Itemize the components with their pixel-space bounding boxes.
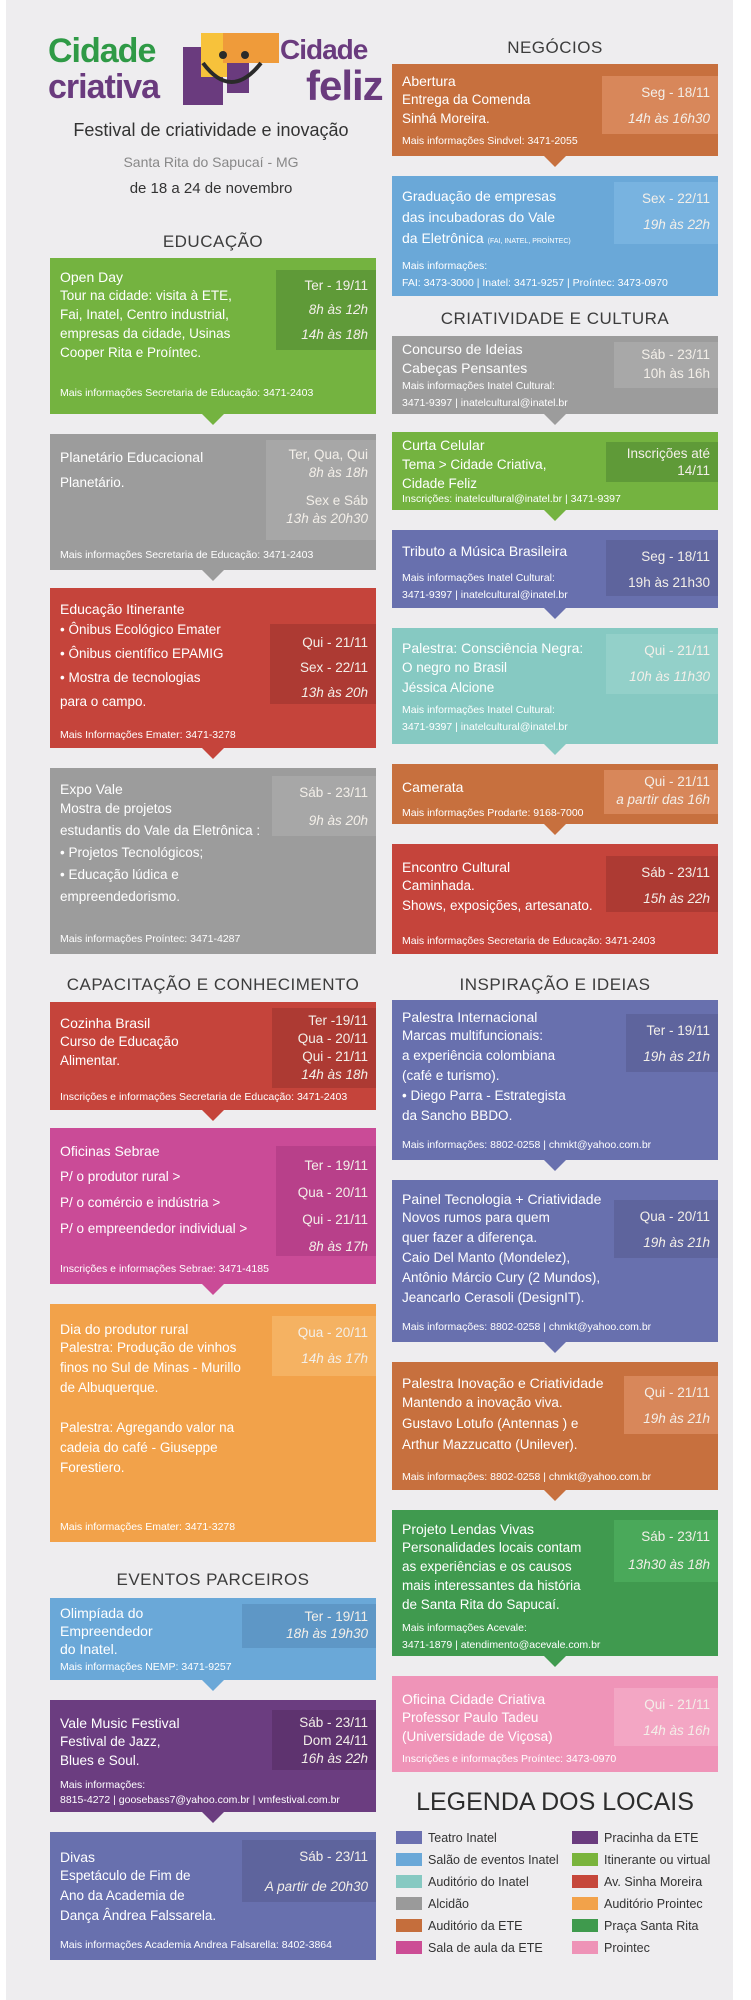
card-line: cadeia do café - Giuseppe (60, 1440, 218, 1455)
time-text: 8h às 18h (308, 465, 368, 480)
card-lendas (392, 1510, 718, 1656)
info-line: Mais informações: (60, 1779, 146, 1791)
legend-label: Teatro Inatel (428, 1831, 497, 1845)
legend-label: Prointec (604, 1941, 650, 1955)
card-title: Encontro Cultural (402, 859, 511, 875)
card-line: Blues e Soul. (60, 1753, 140, 1768)
date-text: Qui - 21/11 (302, 1212, 368, 1227)
legend-swatch (572, 1897, 598, 1910)
card-line: Caio Del Manto (Mondelez), (402, 1250, 571, 1265)
date-text: Sex e Sáb (305, 493, 368, 508)
card-line: Entrega da Comenda (402, 92, 531, 107)
date-text: Inscrições até (626, 446, 710, 461)
date-text: Qui - 21/11 (644, 1697, 710, 1712)
card-concurso (392, 336, 718, 414)
card-line: O negro no Brasil (402, 660, 508, 675)
card-graduacao (392, 176, 718, 296)
time-text: 10h às 11h30 (629, 669, 710, 684)
date-box (606, 634, 718, 694)
card-line: • Ônibus científico EPAMIG (60, 646, 224, 661)
card-title: Abertura (402, 73, 456, 89)
legend-label: Auditório da ETE (428, 1919, 523, 1933)
card-title-line (402, 228, 571, 252)
time-text: 16h às 22h (301, 1751, 368, 1766)
card-line: quer fazer a diferença. (402, 1230, 538, 1245)
card-small: (FAI, INATEL, PROÍNTEC) (487, 238, 571, 245)
card-cozinha (50, 1002, 376, 1110)
card-vale-music (50, 1700, 376, 1812)
time-text: 14h às 17h (301, 1351, 368, 1366)
card-line: (café e turismo). (402, 1068, 500, 1083)
card-info: Mais informações Sindvel: 3471-2055 (402, 135, 578, 147)
card-tributo (392, 530, 718, 608)
time-text: 19h às 21h (643, 1411, 710, 1426)
legend-swatch (396, 1941, 422, 1954)
card-camerata (392, 764, 718, 824)
card-info: Mais informações: 8802-0258 | chmkt@yahoo.com.br (402, 1321, 652, 1333)
legend-label: Itinerante ou virtual (604, 1853, 711, 1867)
legend-item (572, 1918, 699, 1934)
card-line: (Universidade de Viçosa) (402, 1729, 553, 1744)
legend-label: Praça Santa Rita (604, 1919, 699, 1933)
card-title-line: Cabeças Pensantes (402, 360, 528, 376)
date-text: Ter - 19/11 (304, 1158, 368, 1173)
card-info (402, 258, 668, 292)
poster (6, 0, 733, 2000)
info-line: Mais informações Inatel Cultural: (402, 572, 555, 584)
card-title-rest: Consciência Negra: (461, 640, 584, 656)
section-criatividade: CRIATIVIDADE E CULTURA (440, 309, 670, 328)
card-title-line: Graduação de empresas (402, 188, 557, 204)
card-line: da Sancho BBDO. (402, 1108, 513, 1123)
card-line: de Albuquerque. (60, 1380, 159, 1395)
legend-label: Av. Sinha Moreira (604, 1875, 703, 1889)
card-info: Mais informações: 8802-0258 | chmkt@yahoo.com.br (402, 1139, 652, 1151)
card-consciencia-negra (392, 628, 718, 744)
sebrae-link-rural[interactable]: P/ o produtor rural > (60, 1169, 181, 1184)
card-line: Cidade Feliz (402, 476, 478, 491)
date-box (272, 1316, 376, 1376)
info-line: 3471-9397 | inatelcultural@inatel.br (402, 721, 568, 733)
date-text: Sáb - 23/11 (641, 1529, 710, 1544)
card-line: Mostra de projetos (60, 801, 172, 816)
time-text: 14h às 18h (301, 327, 368, 342)
card-title-line: Concurso de Ideias (402, 341, 523, 357)
card-itinerante (50, 588, 376, 748)
card-line: • Diego Parra - Estrategista (402, 1088, 566, 1103)
card-line: Marcas multifuncionais: (402, 1028, 544, 1043)
section-negocios: NEGÓCIOS (507, 38, 603, 57)
card-line: as experiências e os causos (402, 1559, 572, 1574)
legend-swatch (396, 1853, 422, 1866)
date-box (614, 1200, 718, 1258)
card-title-line: do Inatel. (60, 1641, 118, 1657)
time-text: 8h às 12h (308, 302, 368, 317)
sebrae-link-individual[interactable]: P/ o empreendedor individual > (60, 1221, 248, 1236)
card-line: Gustavo Lotufo (Antennas ) e (402, 1416, 579, 1431)
card-line: estudantis do Vale da Eletrônica : (60, 823, 261, 838)
time-text: 14h às 18h (301, 1067, 368, 1082)
card-line: Arthur Mazzucatto (Unilever). (402, 1437, 578, 1452)
date-box (270, 624, 376, 704)
date-box (614, 1688, 718, 1746)
card-info: Mais informações Secretaria de Educação: 3471-2403 (60, 549, 314, 561)
legend-item (572, 1940, 650, 1956)
legend-label: Pracinha da ETE (604, 1831, 699, 1845)
card-title: Oficina Cidade Criativa (402, 1691, 546, 1707)
info-line: 8815-4272 | goosebass7@yahoo.com.br | vmfestival.com.br (60, 1794, 340, 1806)
card-line: Dança Ândrea Falssarela. (60, 1908, 217, 1923)
card-info (402, 378, 568, 412)
section-educacao: EDUCAÇÃO (162, 232, 264, 251)
card-title: Cozinha Brasil (60, 1015, 151, 1031)
date-text: 14/11 (677, 463, 710, 478)
section-inspiracao: INSPIRAÇÃO E IDEIAS (459, 975, 651, 994)
card-line: Palestra: Agregando valor na (60, 1420, 235, 1435)
legend-label: Auditório do Inatel (428, 1875, 529, 1889)
date-text: Qua - 20/11 (297, 1031, 368, 1046)
time-text: 10h às 16h (643, 366, 710, 381)
info-line: FAI: 3473-3000 | Inatel: 3471-9257 | Proíntec: 3473-0970 (402, 277, 668, 289)
card-line: Jéssica Alcione (402, 680, 495, 695)
legend-item (396, 1896, 469, 1912)
card-line: de Santa Rita do Sapucaí. (402, 1597, 560, 1612)
card-info: Mais informações Emater: 3471-3278 (60, 1521, 236, 1533)
card-info (402, 1620, 600, 1654)
section-capacitacao: CAPACITAÇÃO E CONHECIMENTO (66, 975, 360, 994)
date-text: Qua - 20/11 (297, 1325, 368, 1340)
legend-swatch (572, 1919, 598, 1932)
card-line: Caminhada. (402, 878, 475, 893)
info-line: 3471-9397 | inatelcultural@inatel.br (402, 589, 568, 601)
card-inovacao (392, 1362, 718, 1490)
card-title-text: Palestra: (402, 640, 458, 656)
legend-item (396, 1918, 523, 1934)
date-box (272, 1710, 376, 1770)
location: Santa Rita do Sapucaí - MG (123, 154, 299, 170)
card-info: Inscrições e informações Proíntec: 3473-0970 (402, 1753, 617, 1765)
card-line: Festival de Jazz, (60, 1734, 161, 1749)
card-title: Open Day (60, 269, 124, 285)
time-text: 14h às 16h30 (628, 111, 710, 126)
info-line: 3471-9397 | inatelcultural@inatel.br (402, 397, 568, 409)
card-info: Mais informações Prodarte: 9168-7000 (402, 807, 584, 819)
logo-right-top: Cidade (280, 34, 368, 65)
info-line: Mais informações Inatel Cultural: (402, 380, 555, 392)
legend-item (396, 1874, 529, 1890)
time-text: 13h30 às 18h (628, 1557, 710, 1572)
time-text: 14h às 16h (643, 1723, 710, 1738)
card-olimpiada (50, 1598, 376, 1680)
date-text: Sáb - 23/11 (299, 1715, 368, 1730)
date-text: Qui - 21/11 (302, 635, 368, 650)
info-line: 3471-1879 | atendimento@acevale.com.br (402, 1639, 601, 1651)
time-text: 19h às 21h30 (628, 575, 710, 590)
card-title: Oficinas Sebrae (60, 1143, 160, 1159)
date-box (624, 1376, 718, 1434)
card-oficina (392, 1676, 718, 1772)
date-text: Sex - 22/11 (641, 191, 710, 206)
card-info: Mais informações NEMP: 3471-9257 (60, 1661, 232, 1673)
card-title: Divas (60, 1849, 96, 1865)
card-line: Antônio Márcio Cury (2 Mundos), (402, 1270, 601, 1285)
card-title: Planetário Educacional (60, 449, 204, 465)
card-expo-vale (50, 768, 376, 954)
date-box (272, 1008, 376, 1088)
card-produtor (50, 1304, 376, 1542)
date-text: Ter, Qua, Qui (288, 447, 368, 462)
date-box (272, 776, 376, 836)
card-line: • Educação lúdica e (60, 867, 179, 882)
legend-swatch (572, 1941, 598, 1954)
card-info: Mais informações Academia Andrea Falsarella: 8402-3864 (60, 1939, 332, 1951)
date-text: Qua - 20/11 (639, 1209, 710, 1224)
legend-label: Sala de aula da ETE (428, 1941, 543, 1955)
card-title (402, 638, 583, 658)
card-line: Planetário. (60, 475, 125, 490)
card-line: • Ônibus Ecológico Emater (60, 622, 221, 637)
card-title: Tributo a Música Brasileira (402, 543, 568, 559)
time-text: A partir de 20h30 (264, 1879, 368, 1894)
card-line: para o campo. (60, 694, 147, 709)
card-title: Curta Celular (402, 437, 485, 453)
info-line: Mais informações Inatel Cultural: (402, 704, 555, 716)
card-line: finos no Sul de Minas - Murillo (60, 1360, 241, 1375)
date-box (606, 856, 718, 912)
card-info: Inscrições e informações Secretaria de Educação: 3471-2403 (60, 1091, 348, 1103)
card-title: Palestra Inovação e Criatividade (402, 1375, 604, 1391)
section-eventos: EVENTOS PARCEIROS (116, 1570, 310, 1589)
card-info (60, 1778, 340, 1808)
card-info (402, 702, 568, 736)
card-line: mais interessantes da história (402, 1578, 581, 1593)
card-painel (392, 1180, 718, 1342)
time-text: 18h às 19h30 (286, 1626, 368, 1641)
card-line: Forestiero. (60, 1460, 125, 1475)
card-line: Jeancarlo Cerasoli (DesignIT). (402, 1290, 585, 1305)
card-line: Curso de Educação (60, 1034, 179, 1049)
logo (48, 30, 383, 110)
legend-swatch (572, 1875, 598, 1888)
card-info: Mais informações Proíntec: 3471-4287 (60, 933, 241, 945)
date-box (614, 182, 718, 244)
time-text: a partir das 16h (616, 792, 710, 807)
card-line: Espetáculo de Fim de (60, 1868, 191, 1883)
date-text: Qui - 21/11 (302, 1049, 368, 1064)
date-text: Seg - 18/11 (641, 85, 710, 100)
card-title-line: das incubadoras do Vale (402, 209, 556, 225)
legend-item (396, 1830, 497, 1846)
card-line: • Projetos Tecnológicos; (60, 845, 204, 860)
festival-title: Festival de criatividade e inovação (73, 120, 349, 140)
date-text: Qui - 21/11 (644, 643, 710, 658)
card-line: Cooper Rita e Proíntec. (60, 345, 202, 360)
info-line: Mais informações Acevale: (402, 1622, 527, 1634)
legend-item (572, 1896, 703, 1912)
card-info: Inscrições e informações Sebrae: 3471-4185 (60, 1263, 269, 1275)
card-line: • Mostra de tecnologias (60, 670, 201, 685)
date-text: Sáb - 23/11 (299, 1849, 368, 1864)
date-text: Sáb - 23/11 (641, 347, 710, 362)
card-info: Mais informações: 8802-0258 | chmkt@yahoo.com.br (402, 1471, 652, 1483)
card-line: Personalidades locais contam (402, 1540, 582, 1555)
date-box (276, 270, 376, 350)
time-text: 13h às 20h30 (286, 511, 368, 526)
card-info: Mais informações Secretaria de Educação: 3471-2403 (60, 387, 314, 399)
time-text: 13h às 20h (301, 685, 368, 700)
date-text: Ter - 19/11 (646, 1023, 710, 1038)
legend-item (572, 1830, 699, 1846)
date-box (242, 1840, 376, 1902)
legend-swatch (396, 1875, 422, 1888)
card-line: Shows, exposições, artesanato. (402, 898, 593, 913)
time-text: 19h às 21h (643, 1235, 710, 1250)
time-text: 15h às 22h (643, 891, 710, 906)
card-line: Fai, Inatel, Centro industrial, (60, 307, 229, 322)
card-title: Painel Tecnologia + Criatividade (402, 1191, 602, 1207)
card-line: Tema > Cidade Criativa, (402, 457, 547, 472)
card-sebrae (50, 1128, 376, 1284)
date-box (614, 342, 718, 388)
card-info (402, 570, 568, 604)
card-title: Educação Itinerante (60, 601, 185, 617)
card-line: Professor Paulo Tadeu (402, 1710, 539, 1725)
smiley-icon (183, 33, 279, 105)
card-internacional (392, 1000, 718, 1160)
date-text: Ter -19/11 (308, 1013, 368, 1028)
card-line: a experiência colombiana (402, 1048, 556, 1063)
card-line: empresas da cidade, Usinas (60, 326, 231, 341)
card-title: Vale Music Festival (60, 1715, 180, 1731)
date-text: Sáb - 23/11 (641, 865, 710, 880)
card-title-line: Empreendedor (60, 1623, 153, 1639)
card-title-text: da Eletrônica (402, 230, 484, 246)
legend-swatch (572, 1853, 598, 1866)
date-text: Seg - 18/11 (641, 549, 710, 564)
time-text: 9h às 20h (308, 813, 368, 828)
card-title-line: Olimpíada do (60, 1605, 144, 1621)
date-box (242, 1604, 376, 1648)
card-line: Sinhá Moreira. (402, 111, 490, 126)
legend-swatch (396, 1831, 422, 1844)
date-text: Qua - 20/11 (297, 1185, 368, 1200)
date-box (602, 76, 718, 134)
card-line: Palestra: Produção de vinhos (60, 1340, 237, 1355)
card-curta (392, 432, 718, 510)
date-text: Qui - 21/11 (644, 774, 710, 789)
card-divas (50, 1832, 376, 1960)
card-line: Tour na cidade: visita à ETE, (60, 288, 232, 303)
date-box (266, 440, 376, 540)
date-box (606, 442, 718, 482)
date-text: Sex - 22/11 (299, 660, 368, 675)
card-encontro (392, 844, 718, 954)
time-text: 8h às 17h (308, 1239, 368, 1254)
date-text: Ter - 19/11 (304, 278, 368, 293)
card-title: Expo Vale (60, 781, 123, 797)
card-title: Projeto Lendas Vivas (402, 1521, 535, 1537)
card-abertura (392, 64, 718, 156)
card-planetario (50, 434, 376, 570)
date-box (604, 770, 718, 814)
legend-label: Salão de eventos Inatel (428, 1853, 559, 1867)
date-text: Ter - 19/11 (304, 1609, 368, 1624)
legend-item (572, 1874, 702, 1890)
legend-label: Alcidão (428, 1897, 469, 1911)
sebrae-link-comercio[interactable]: P/ o comércio e indústria > (60, 1195, 221, 1210)
card-line: empreendedorismo. (60, 889, 181, 904)
date-box (606, 540, 718, 596)
legend-swatch (396, 1897, 422, 1910)
legend-swatch (572, 1831, 598, 1844)
card-info: Mais informações Secretaria de Educação: 3471-2403 (402, 935, 656, 947)
logo-right-bottom: feliz (306, 62, 383, 109)
card-title: Palestra Internacional (402, 1009, 538, 1025)
card-line: Alimentar. (60, 1053, 121, 1068)
logo-left-bottom: criativa (48, 68, 160, 106)
date-box (614, 1520, 718, 1582)
time-text: 19h às 22h (643, 217, 710, 232)
date-text: Sáb - 23/11 (299, 785, 368, 800)
legend-item (396, 1940, 543, 1956)
legend-item (572, 1852, 710, 1868)
date-box (626, 1014, 718, 1072)
festival-dates: de 18 a 24 de novembro (129, 180, 293, 197)
card-title: Dia do produtor rural (60, 1321, 189, 1337)
legend-item (396, 1852, 559, 1868)
card-line: Mantendo a inovação viva. (402, 1395, 563, 1410)
legend (396, 1830, 718, 1970)
card-title: Camerata (402, 779, 464, 795)
legend-swatch (396, 1919, 422, 1932)
info-line: Mais informações: (402, 260, 488, 272)
time-text: 19h às 21h (643, 1049, 710, 1064)
card-line: Novos rumos para quem (402, 1210, 550, 1225)
date-box (276, 1146, 376, 1256)
logo-left-top: Cidade (48, 32, 156, 70)
date-text: Qui - 21/11 (644, 1385, 710, 1400)
card-open-day (50, 258, 376, 414)
date-text: Dom 24/11 (302, 1733, 368, 1748)
card-line: Ano da Academia de (60, 1888, 185, 1903)
card-info: Mais Informações Emater: 3471-3278 (60, 729, 236, 741)
card-info: Inscrições: inatelcultural@inatel.br | 3471-9397 (402, 493, 621, 505)
section-legenda: LEGENDA DOS LOCAIS (416, 1788, 694, 1816)
legend-label: Auditório Prointec (604, 1897, 703, 1911)
